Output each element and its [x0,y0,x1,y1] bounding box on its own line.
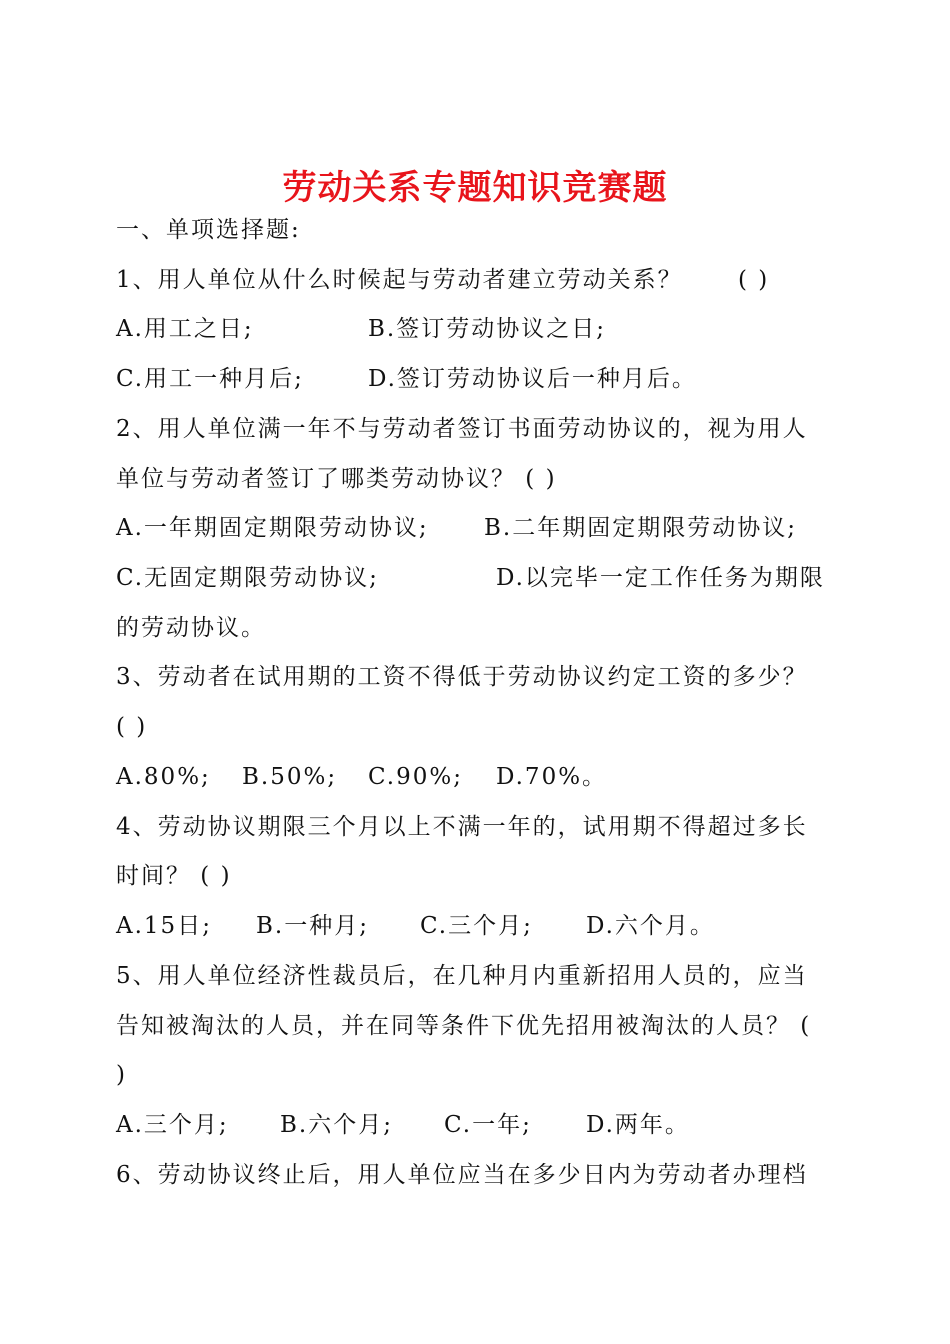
question-3-options [116,757,836,797]
question-5-options [116,1105,836,1145]
question-2-option-d-continued: 的劳动协议。 [116,615,266,641]
question-4-options [116,906,836,946]
question-4-line-2: 时间？ ( ) [116,863,232,889]
question-3-option-a: A.80%; [116,764,211,790]
question-1-option-d: D.签订劳动协议后一种月后。 [368,366,697,392]
question-1-blank: ( ) [738,267,770,293]
question-3-option-b: B.50%; [242,764,338,790]
question-2-options-row-1 [116,508,836,548]
question-2-line-1: 2、用人单位满一年不与劳动者签订书面劳动协议的，视为用人 [116,416,808,442]
question-1-options-row-1 [116,309,836,349]
section-heading: 一、单项选择题: [116,217,301,243]
question-1-text: 1、用人单位从什么时候起与劳动者建立劳动关系？ [116,267,683,293]
question-1-options-row-2 [116,359,836,399]
question-2-option-c: C.无固定期限劳动协议; [116,565,379,591]
question-2-option-d: D.以完毕一定工作任务为期限 [496,565,825,591]
question-5-line-1: 5、用人单位经济性裁员后，在几种月内重新招用人员的，应当 [116,963,808,989]
question-5-option-d: D.两年。 [586,1112,690,1138]
question-2-options-row-2 [116,558,836,598]
question-5-option-a: A.三个月; [116,1112,229,1138]
question-4-option-b: B.一种月; [256,913,369,939]
question-1-option-c: C.用工一种月后; [116,366,304,392]
question-4-option-a: A.15日; [116,913,212,939]
question-3-line-1: 3、劳动者在试用期的工资不得低于劳动协议约定工资的多少？ [116,664,808,690]
question-3-option-c: C.90%; [368,764,463,790]
question-1-option-a: A.用工之日; [116,316,254,342]
question-5-line-3: ) [116,1062,127,1088]
question-1 [116,260,836,300]
question-3-blank: ( ) [116,714,148,740]
question-2-option-a: A.一年期固定期限劳动协议; [116,515,429,541]
question-2-option-b: B.二年期固定期限劳动协议; [484,515,797,541]
question-3-option-d: D.70%。 [496,764,608,790]
question-4-option-d: D.六个月。 [586,913,715,939]
question-6-line-1: 6、劳动协议终止后，用人单位应当在多少日内为劳动者办理档 [116,1162,808,1188]
question-5-line-2: 告知被淘汰的人员，并在同等条件下优先招用被淘汰的人员？ ( [116,1013,812,1039]
question-4-line-1: 4、劳动协议期限三个月以上不满一年的，试用期不得超过多长 [116,814,808,840]
document-title: 劳动关系专题知识竞赛题 [282,168,668,208]
question-5-option-b: B.六个月; [280,1112,393,1138]
question-1-option-b: B.签订劳动协议之日; [368,316,606,342]
question-2-line-2: 单位与劳动者签订了哪类劳动协议？ ( ) [116,466,557,492]
question-5-option-c: C.一年; [444,1112,532,1138]
question-4-option-c: C.三个月; [420,913,533,939]
